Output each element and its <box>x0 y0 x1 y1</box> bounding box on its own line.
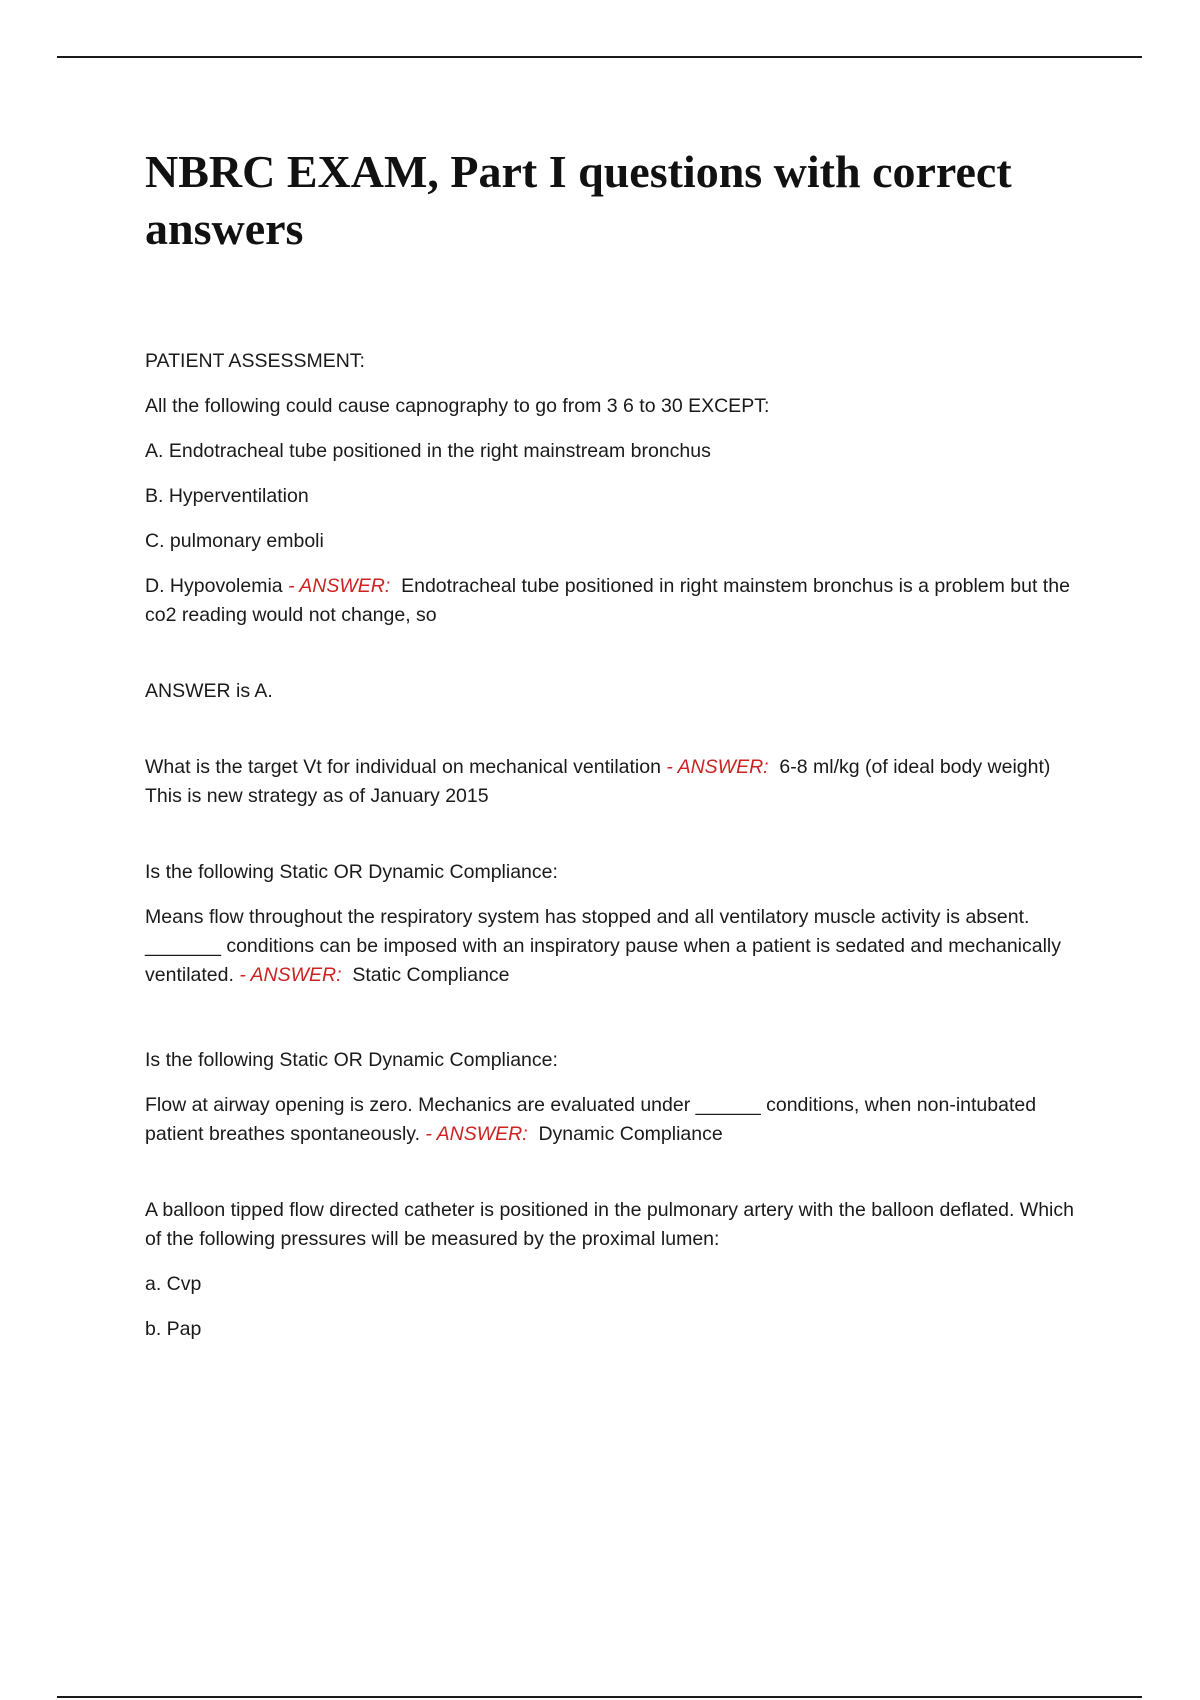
answer-label: - ANSWER: <box>666 756 769 778</box>
question-5-option-b: b. Pap <box>145 1318 202 1340</box>
header-rule <box>57 56 1142 58</box>
answer-label: - ANSWER: <box>288 575 391 597</box>
question-3 <box>145 903 1085 990</box>
question-1-answer: Endotracheal tube positioned in right mainstem bronchus is a problem but the co2 reading would not change, so <box>145 575 1070 626</box>
question-2-stem: What is the target Vt for individual on mechanical ventilation <box>145 756 661 778</box>
question-5-stem: A balloon tipped flow directed catheter is positioned in the pulmonary artery with the balloon deflated. Which of the following pressures will be measured by the proximal lumen: <box>145 1199 1074 1250</box>
question-1-option-d-text: D. Hypovolemia <box>145 575 283 597</box>
question-1-option-d <box>145 572 1085 630</box>
question-1-option-b: B. Hyperventilation <box>145 485 309 507</box>
question-1-answer-follow: ANSWER is A. <box>145 680 273 702</box>
section-heading: PATIENT ASSESSMENT: <box>145 350 365 372</box>
question-4-stem: Flow at airway opening is zero. Mechanics are evaluated under ______ conditions, when non-intubated patient breathes spontaneously. <box>145 1094 1037 1145</box>
question-3-stem: Means flow throughout the respiratory system has stopped and all ventilatory muscle activity is absent. _______ conditions can be imposed with an inspiratory pause when a patient is sedated and mechanically ventilated. <box>145 906 1062 986</box>
question-4-prompt: Is the following Static OR Dynamic Compliance: <box>145 1049 558 1071</box>
question-1-option-c: C. pulmonary emboli <box>145 530 324 552</box>
page-title: NBRC EXAM, Part I questions with correct answers <box>145 146 1012 254</box>
footer-rule <box>57 1696 1142 1698</box>
question-5-option-a: a. Cvp <box>145 1273 202 1295</box>
question-4-answer: Dynamic Compliance <box>538 1123 723 1145</box>
question-2-answer: 6-8 ml/kg (of ideal body weight) This is new strategy as of January 2015 <box>145 756 1051 807</box>
question-2 <box>145 753 1085 811</box>
question-1-option-a: A. Endotracheal tube positioned in the right mainstream bronchus <box>145 440 711 462</box>
question-3-answer: Static Compliance <box>352 964 510 986</box>
question-1-stem: All the following could cause capnography to go from 3 6 to 30 EXCEPT: <box>145 395 770 417</box>
question-3-prompt: Is the following Static OR Dynamic Compliance: <box>145 861 558 883</box>
question-4 <box>145 1091 1085 1149</box>
answer-label: - ANSWER: <box>425 1123 528 1145</box>
answer-label: - ANSWER: <box>239 964 342 986</box>
document-body <box>145 347 1085 1360</box>
